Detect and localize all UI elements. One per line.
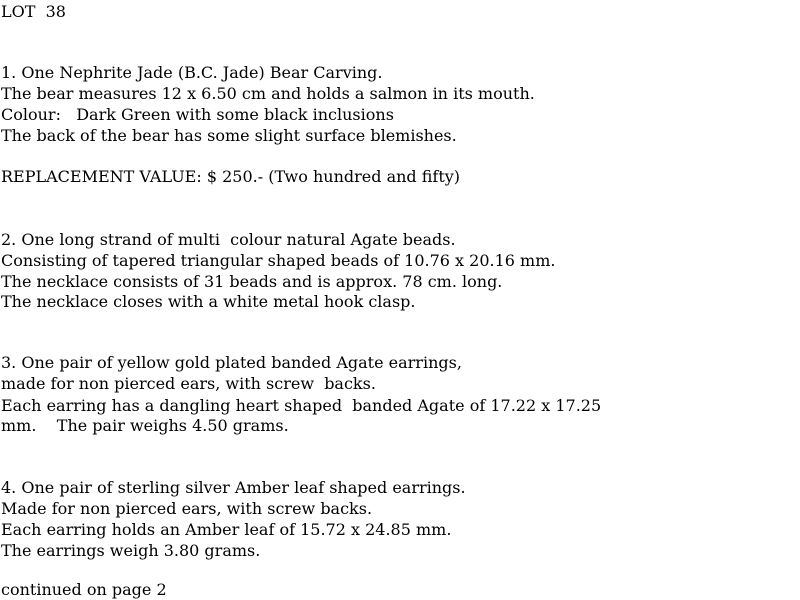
item-2-line-1: 2. One long strand of multi colour natural Agate beads. xyxy=(1,230,456,249)
item-4-line-3: Each earring holds an Amber leaf of 15.72 x 24.85 mm. xyxy=(1,520,452,539)
item-4-line-2: Made for non pierced ears, with screw backs. xyxy=(1,499,373,518)
item-1-line-3: Colour: Dark Green with some black inclusions xyxy=(1,105,394,124)
item-2-line-4: The necklace closes with a white metal hook clasp. xyxy=(1,292,416,311)
item-3-line-4: mm. The pair weighs 4.50 grams. xyxy=(1,416,289,435)
item-3-line-3: Each earring has a dangling heart shaped banded Agate of 17.22 x 17.25 xyxy=(1,396,602,415)
item-2-line-2: Consisting of tapered triangular shaped beads of 10.76 x 20.16 mm. xyxy=(1,251,556,270)
item-4-line-4: The earrings weigh 3.80 grams. xyxy=(1,541,261,560)
replacement-value: REPLACEMENT VALUE: $ 250.- (Two hundred and fifty) xyxy=(1,167,461,186)
continued-footer: continued on page 2 xyxy=(1,580,167,599)
document-page xyxy=(1,0,799,600)
item-1-line-4: The back of the bear has some slight surface blemishes. xyxy=(1,126,457,145)
item-3-line-2: made for non pierced ears, with screw backs. xyxy=(1,374,376,393)
item-2-line-3: The necklace consists of 31 beads and is approx. 78 cm. long. xyxy=(1,272,503,291)
item-4-line-1: 4. One pair of sterling silver Amber leaf shaped earrings. xyxy=(1,478,466,497)
item-1-line-2: The bear measures 12 x 6.50 cm and holds a salmon in its mouth. xyxy=(1,84,535,103)
item-1-line-1: 1. One Nephrite Jade (B.C. Jade) Bear Carving. xyxy=(1,63,383,82)
item-3-line-1: 3. One pair of yellow gold plated banded Agate earrings, xyxy=(1,353,462,372)
lot-heading: LOT 38 xyxy=(1,2,66,21)
